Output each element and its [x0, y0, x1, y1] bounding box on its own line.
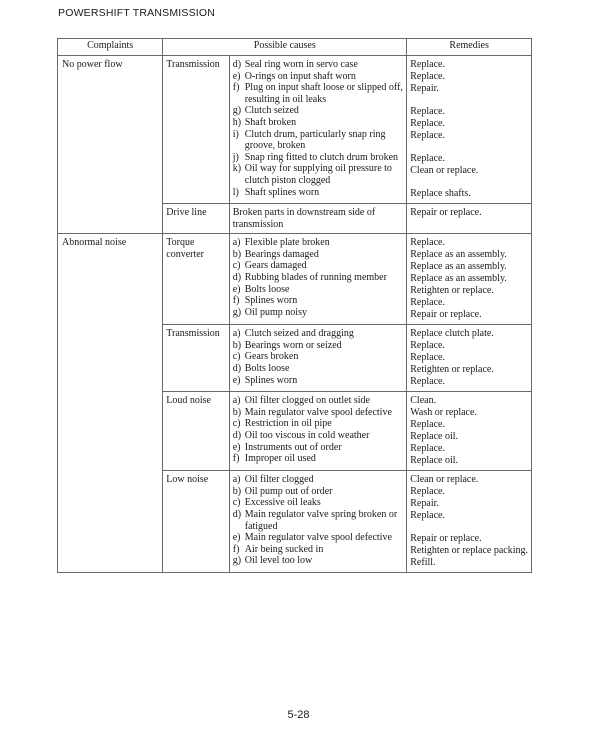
cause-item: [233, 307, 404, 319]
cause-label: e): [232, 532, 241, 544]
remedy-item: Refill.: [410, 557, 436, 569]
remedy-item: Wash or replace.: [410, 407, 477, 419]
cause-label: g): [232, 555, 242, 567]
cause-label: f): [232, 82, 240, 94]
page-number: 5-28: [287, 709, 310, 721]
cause-text: Gears damaged: [244, 260, 307, 272]
column-header-remedies: Remedies: [407, 39, 532, 56]
component-cell: Torque converter: [163, 234, 229, 325]
cause-text: Shaft splines worn: [244, 186, 320, 198]
cause-item: [233, 152, 404, 164]
remedy-item: Retighten or replace packing.: [410, 545, 528, 557]
complaint-cell: No power flow: [58, 56, 163, 234]
remedy-item: Replace.: [410, 340, 445, 352]
cause-text: Main regulator valve spool defective: [244, 532, 392, 544]
cause-text: Oil pump out of order: [244, 485, 333, 497]
remedy-item: Replace clutch plate.: [410, 328, 494, 340]
cause-text: Broken parts in downstream side of transmission: [232, 207, 376, 230]
cause-text: Seal ring worn in servo case: [244, 59, 358, 70]
table-row: [58, 234, 532, 325]
cause-item: [233, 430, 404, 442]
cause-label: f): [232, 295, 240, 307]
cause-item: [233, 340, 404, 352]
remedy-item: Replace as an assembly.: [410, 273, 507, 285]
cause-label: b): [232, 485, 242, 497]
remedies-cell: [407, 204, 532, 234]
cause-label: j): [232, 151, 239, 163]
cause-item: [233, 474, 404, 486]
cause-label: c): [232, 497, 241, 509]
cause-item: [233, 497, 404, 509]
cause-item: [233, 71, 404, 83]
cause-label: c): [232, 418, 241, 430]
remedy-item: Replace.: [410, 59, 445, 70]
causes-cell: [229, 234, 407, 325]
cause-text: Shaft broken: [244, 116, 297, 128]
cause-text: Gears broken: [244, 351, 299, 363]
cause-label: d): [232, 508, 242, 520]
remedy-item: Replace oil.: [410, 455, 459, 467]
component-cell: Drive line: [163, 204, 229, 234]
cause-text: Oil too viscous in cold weather: [244, 429, 370, 441]
cause-item: [233, 207, 404, 230]
cause-item: [233, 272, 404, 284]
component-cell: Transmission: [163, 325, 229, 392]
cause-label: b): [232, 248, 242, 260]
remedy-item: Replace.: [410, 71, 445, 82]
remedies-cell: [407, 234, 532, 325]
cause-text: Oil way for supplying oil pressure to clutch piston clogged: [244, 163, 392, 186]
cause-label: e): [232, 283, 241, 295]
cause-text: Excessive oil leaks: [244, 497, 321, 509]
cause-label: g): [232, 105, 242, 117]
remedy-item: Replace oil.: [410, 431, 459, 443]
cause-text: Oil filter clogged on outlet side: [244, 395, 370, 407]
cause-text: Oil filter clogged: [244, 474, 314, 486]
remedy-item: Replace as an assembly.: [410, 249, 507, 261]
cause-text: Clutch drum, particularly snap ring groove, broken: [244, 128, 386, 152]
cause-text: Restriction in oil pipe: [244, 418, 332, 430]
remedies-cell: [407, 56, 532, 204]
page-header: POWERSHIFT TRANSMISSION: [58, 7, 216, 19]
remedy-item: Replace.: [410, 510, 445, 522]
cause-item: [233, 375, 404, 387]
remedies-cell: [407, 392, 532, 471]
cause-item: [233, 532, 404, 544]
remedy-item: Repair or replace.: [410, 533, 482, 545]
causes-cell: [229, 392, 407, 471]
cause-item: [233, 187, 404, 199]
cause-label: g): [232, 306, 242, 318]
cause-item: [233, 351, 404, 363]
remedy-item: Replace.: [410, 486, 445, 498]
cause-label: d): [232, 271, 242, 283]
causes-cell: [229, 56, 407, 204]
cause-text: Bearings damaged: [244, 248, 319, 260]
cause-label: i): [232, 128, 239, 140]
remedy-item: Replace.: [410, 297, 445, 309]
cause-item: [233, 249, 404, 261]
remedy-item: Replace.: [410, 237, 445, 249]
remedy-item: Repair.: [410, 498, 439, 510]
remedies-cell: [407, 325, 532, 392]
cause-label: l): [232, 186, 239, 198]
remedy-item: Retighten or replace.: [410, 364, 494, 376]
cause-item: [233, 509, 404, 532]
remedy-item: Replace.: [410, 419, 445, 431]
cause-label: e): [232, 441, 241, 453]
cause-label: c): [232, 260, 241, 272]
cause-text: Main regulator valve spool defective: [244, 406, 392, 418]
cause-item: [233, 260, 404, 272]
cause-item: [233, 555, 404, 567]
complaint-cell: Abnormal noise: [58, 234, 163, 573]
cause-text: Rubbing blades of running member: [244, 271, 387, 283]
cause-item: [233, 237, 404, 249]
cause-item: [233, 328, 404, 340]
cause-label: a): [232, 395, 241, 407]
cause-label: f): [232, 453, 240, 465]
cause-item: [233, 486, 404, 498]
cause-label: c): [232, 351, 241, 363]
remedy-item: Replace.: [410, 130, 445, 141]
cause-item: [233, 117, 404, 129]
remedies-cell: [407, 471, 532, 573]
cause-text: Splines worn: [244, 374, 298, 386]
cause-text: Splines worn: [244, 295, 298, 307]
remedy-item: Repair.: [410, 83, 439, 94]
remedy-item: Clean or replace.: [410, 474, 479, 486]
cause-label: a): [232, 328, 241, 340]
remedy-item: Clean or replace.: [410, 165, 479, 176]
component-cell: Transmission: [163, 56, 229, 204]
cause-item: [233, 453, 404, 465]
cause-text: Improper oil used: [244, 453, 316, 465]
cause-text: O-rings on input shaft worn: [244, 70, 356, 82]
remedy-item: Replace.: [410, 352, 445, 364]
cause-label: k): [232, 163, 242, 175]
cause-text: Bolts loose: [244, 362, 290, 374]
cause-text: Plug on input shaft loose or slipped off, resulting in oil leaks: [244, 82, 403, 105]
column-header-possible-causes: Possible causes: [163, 39, 407, 56]
component-cell: Loud noise: [163, 392, 229, 471]
component-cell: Low noise: [163, 471, 229, 573]
cause-item: [233, 544, 404, 556]
cause-label: e): [232, 70, 241, 82]
cause-text: Bolts loose: [244, 283, 290, 295]
remedy-item: Repair or replace.: [410, 309, 482, 321]
cause-item: [233, 129, 404, 152]
remedy-item: Replace shafts.: [410, 188, 471, 199]
cause-text: Snap ring fitted to clutch drum broken: [244, 151, 399, 163]
table-header-row: [58, 39, 532, 56]
remedy-item: Replace.: [410, 153, 445, 164]
cause-item: [233, 407, 404, 419]
cause-item: [233, 442, 404, 454]
cause-text: Oil level too low: [244, 555, 313, 567]
remedy-item: Replace.: [410, 443, 445, 455]
causes-cell: [229, 204, 407, 234]
cause-item: [233, 163, 404, 186]
cause-item: [233, 363, 404, 375]
causes-cell: [229, 325, 407, 392]
cause-item: [233, 82, 404, 105]
cause-item: [233, 59, 404, 71]
remedy-item: Replace as an assembly.: [410, 261, 507, 273]
cause-text: Bearings worn or seized: [244, 339, 342, 351]
cause-label: f): [232, 543, 240, 555]
cause-label: b): [232, 339, 242, 351]
remedy-item: Replace.: [410, 376, 445, 388]
cause-text: Main regulator valve spring broken or fatigued: [244, 508, 398, 532]
column-header-complaints: Complaints: [58, 39, 163, 56]
remedy-item: Clean.: [410, 395, 437, 407]
remedy-item: Replace.: [410, 106, 445, 117]
table-row: [58, 56, 532, 204]
cause-label: a): [232, 474, 241, 486]
causes-cell: [229, 471, 407, 573]
cause-text: Oil pump noisy: [244, 306, 307, 318]
cause-text: Air being sucked in: [244, 543, 324, 555]
cause-label: h): [232, 116, 242, 128]
cause-label: d): [232, 59, 242, 70]
cause-label: d): [232, 429, 242, 441]
cause-label: d): [232, 362, 242, 374]
cause-item: [233, 105, 404, 117]
cause-item: [233, 395, 404, 407]
remedy-item: Repair or replace.: [410, 207, 482, 218]
remedy-item: Replace.: [410, 118, 445, 129]
cause-label: e): [232, 374, 241, 386]
cause-item: [233, 284, 404, 296]
cause-label: b): [232, 406, 242, 418]
cause-text: Instruments out of order: [244, 441, 342, 453]
cause-item: [233, 295, 404, 307]
cause-text: Clutch seized: [244, 105, 299, 117]
cause-label: a): [232, 237, 241, 249]
cause-text: Clutch seized and dragging: [244, 328, 354, 340]
cause-item: [233, 418, 404, 430]
troubleshooting-table: [57, 38, 532, 573]
cause-text: Flexible plate broken: [244, 237, 330, 249]
remedy-item: Retighten or replace.: [410, 285, 494, 297]
